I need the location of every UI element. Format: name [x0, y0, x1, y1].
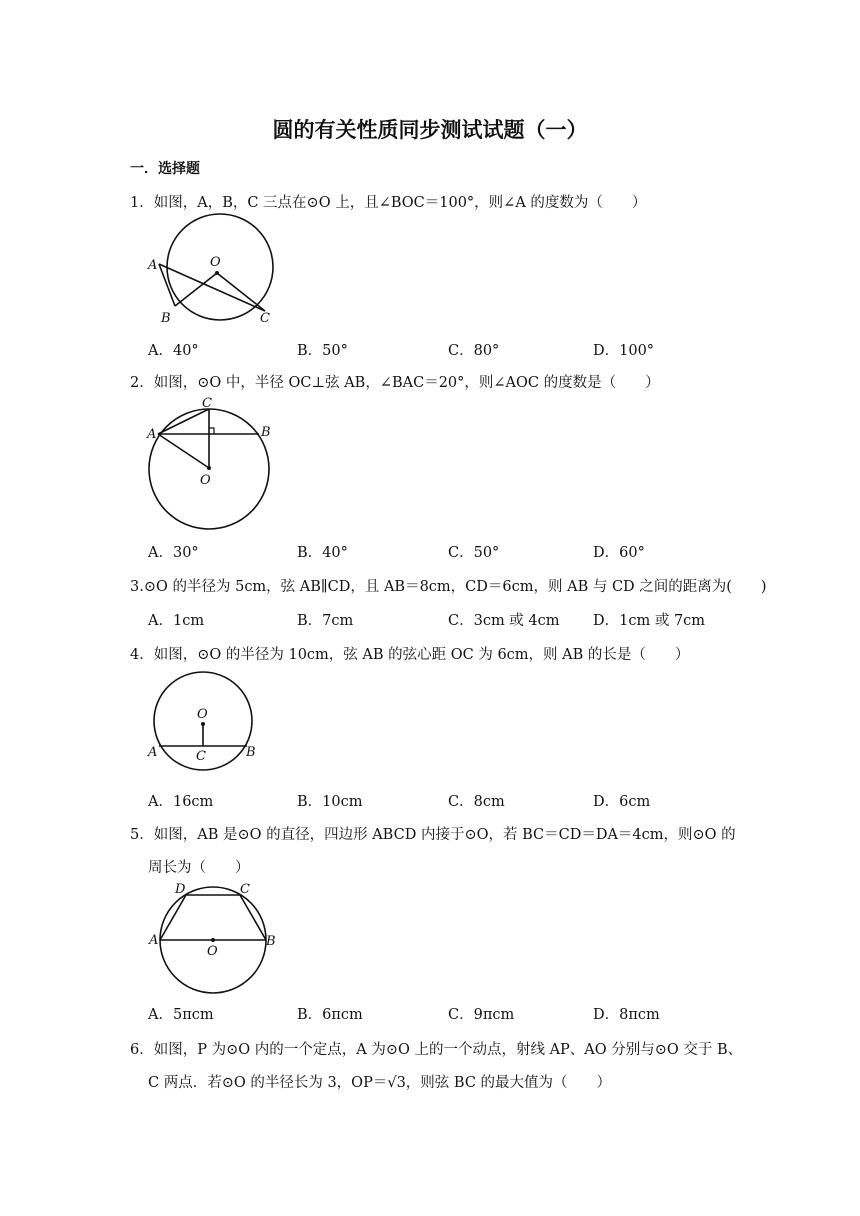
q2-option-b: B．40° [297, 545, 348, 561]
question-2-figure [143, 394, 278, 534]
q5-option-d: D．8πcm [593, 1007, 660, 1023]
q5-option-b: B．6πcm [297, 1007, 363, 1023]
label-c: C [202, 396, 212, 411]
q3-option-b: B．7cm [297, 613, 354, 629]
label-b: B [161, 311, 171, 326]
label-c: C [260, 311, 270, 326]
q3-option-c: C．3cm 或 4cm [448, 613, 560, 629]
q1-option-c: C．80° [448, 343, 500, 359]
q1-option-d: D．100° [593, 343, 655, 359]
segment-bo [175, 273, 217, 306]
q2-option-d: D．60° [593, 545, 645, 561]
segment-oc [217, 273, 265, 311]
center-point [215, 271, 219, 275]
label-b: B [266, 934, 276, 949]
question-5-stem: 5．如图，AB 是⊙O 的直径，四边形 ABCD 内接于⊙O，若 BC＝CD＝DA＝4cm，则⊙O 的 [130, 827, 736, 843]
section-heading: 一．选择题 [130, 161, 200, 177]
center-point [201, 722, 205, 726]
page-title: 圆的有关性质同步测试试题（一） [272, 117, 588, 142]
question-6-stem: 6．如图，P 为⊙O 内的一个定点，A 为⊙O 上的一个动点，射线 AP、AO 分别与⊙O 交于 B、 [130, 1042, 743, 1058]
q5-option-c: C．9πcm [448, 1007, 515, 1023]
q3-option-a: A．1cm [148, 613, 205, 629]
center-point [211, 938, 215, 942]
q4-option-c: C．8cm [448, 794, 505, 810]
segment-ac [158, 409, 209, 434]
label-a: A [149, 933, 159, 948]
question-2-stem: 2．如图，⊙O 中，半径 OC⊥弦 AB，∠BAC＝20°，则∠AOC 的度数是（ ） [130, 375, 660, 391]
label-o: O [207, 944, 218, 959]
question-4-stem: 4．如图，⊙O 的半径为 10cm，弦 AB 的弦心距 OC 为 6cm，则 AB 的长是（ ） [130, 647, 690, 663]
q1-option-b: B．50° [297, 343, 348, 359]
question-3-stem: 3.⊙O 的半径为 5cm，弦 AB∥CD，且 AB＝8cm，CD＝6cm，则 AB 与 CD 之间的距离为( ) [130, 579, 767, 595]
q2-option-a: A．30° [148, 545, 199, 561]
label-a: A [147, 427, 157, 442]
question-1-stem: 1．如图，A，B，C 三点在⊙O 上，且∠BOC＝100°，则∠A 的度数为（ ） [130, 195, 647, 211]
label-o: O [210, 255, 221, 270]
q4-option-d: D．6cm [593, 794, 651, 810]
q2-option-c: C．50° [448, 545, 500, 561]
label-d: D [175, 882, 186, 897]
label-a: A [148, 745, 158, 760]
q5-option-a: A．5πcm [148, 1007, 214, 1023]
label-b: B [246, 745, 256, 760]
label-b: B [261, 425, 271, 440]
q1-option-a: A．40° [148, 343, 199, 359]
q4-option-a: A．16cm [148, 794, 214, 810]
q4-option-b: B．10cm [297, 794, 363, 810]
label-c: C [240, 882, 250, 897]
label-o: O [197, 707, 208, 722]
label-o: O [200, 473, 211, 488]
label-c: C [196, 749, 206, 764]
center-point [207, 466, 211, 470]
question-4-figure [145, 670, 265, 780]
question-6-stem-line2: C 两点．若⊙O 的半径长为 3，OP＝√3，则弦 BC 的最大值为（ ） [148, 1075, 612, 1091]
question-5-stem-line2: 周长为（ ） [148, 860, 250, 876]
segment-ao [158, 434, 209, 468]
question-1-figure [145, 212, 280, 327]
question-5-figure [145, 878, 280, 998]
q3-option-d: D．1cm 或 7cm [593, 613, 706, 629]
label-a: A [148, 258, 158, 273]
